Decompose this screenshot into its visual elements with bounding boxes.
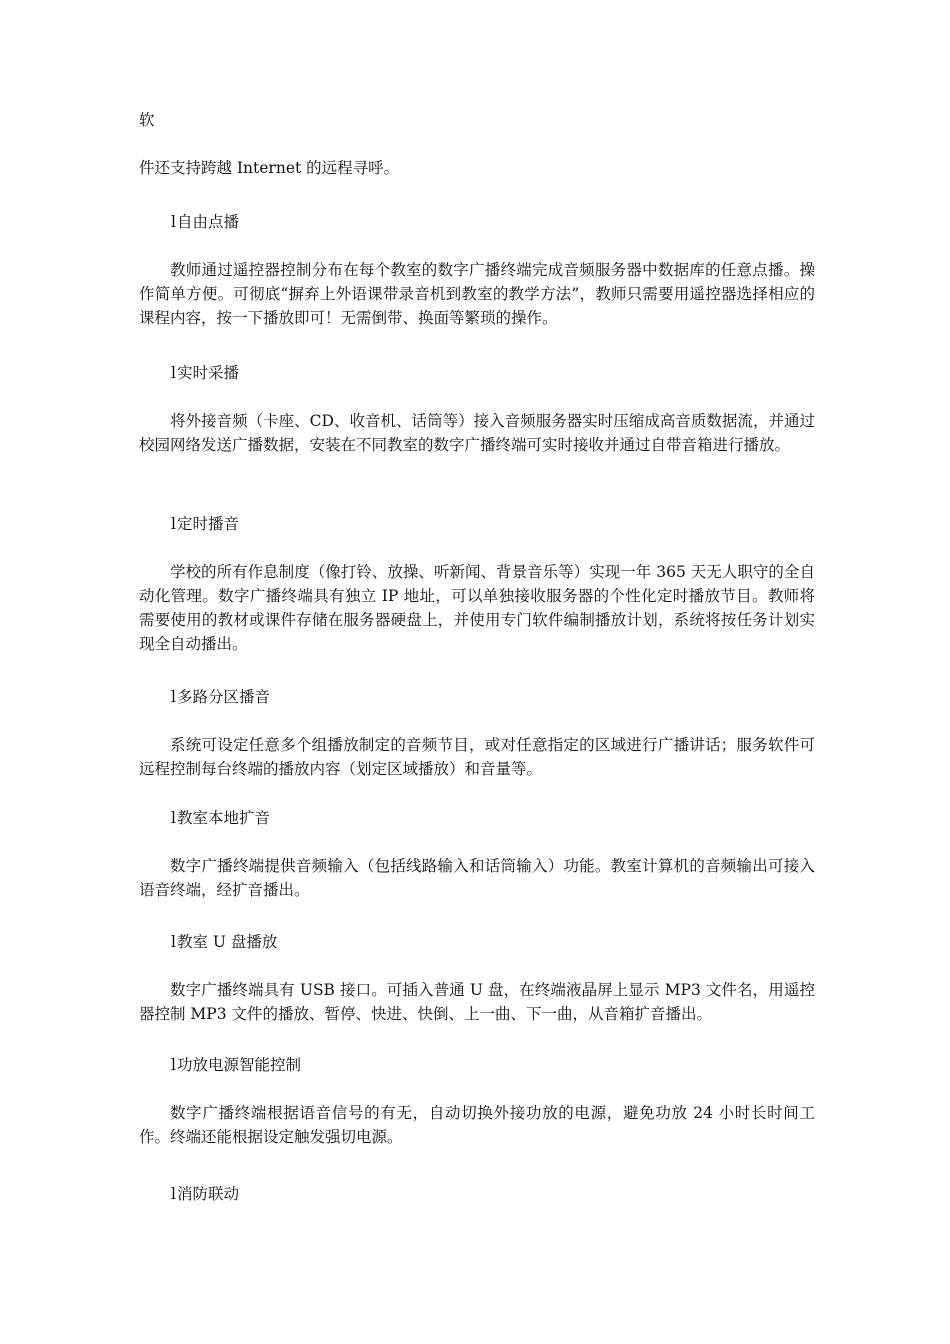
section-heading-text: 功放电源智能控制 (176, 1056, 301, 1074)
bullet-marker: l (171, 213, 176, 231)
section-body: 系统可设定任意多个组播放制定的音频节目，或对任意指定的区域进行广播讲话；服务软件可远程控制每台终端的播放内容（划定区域播放）和音量等。 (139, 736, 815, 778)
document-page (139, 0, 815, 1344)
section-heading-text: 自由点播 (176, 213, 239, 231)
section-heading (171, 685, 270, 709)
section-heading-text: 定时播音 (176, 515, 239, 533)
section-body: 将外接音频（卡座、CD、收音机、话筒等）接入音频服务器实时压缩成高音质数据流，并通过校园网络发送广播数据，安装在不同教室的数字广播终端可实时接收并通过自带音箱进行播放。 (139, 412, 815, 454)
section-heading (171, 930, 277, 954)
section-heading-text: 多路分区播音 (176, 688, 270, 706)
text-line: 软 (139, 111, 155, 129)
bullet-marker: l (171, 1185, 176, 1203)
section-heading-text: 实时采播 (176, 364, 239, 382)
section-body: 数字广播终端根据语音信号的有无，自动切换外接功放的电源，避免功放 24 小时长时间工作。终端还能根据设定触发强切电源。 (139, 1104, 815, 1146)
bullet-marker: l (171, 364, 176, 382)
section-body: 数字广播终端具有 USB 接口。可插入普通 U 盘，在终端液晶屏上显示 MP3 文件名，用遥控器控制 MP3 文件的播放、暂停、快进、快倒、上一曲、下一曲，从音箱扩音播出。 (139, 981, 815, 1023)
section-heading (171, 806, 270, 830)
section-heading (171, 210, 239, 234)
section-body: 教师通过遥控器控制分布在每个教室的数字广播终端完成音频服务器中数据库的任意点播。操作简单方便。可彻底“摒弃上外语课带录音机到教室的教学方法”，教师只需要用遥控器选择相应的课程内容，按一下播放即可！无需倒带、换面等繁琐的操作。 (139, 261, 815, 327)
section-heading-text: 教室 U 盘播放 (176, 933, 278, 951)
bullet-marker: l (171, 809, 176, 827)
section-heading (171, 1182, 239, 1206)
bullet-marker: l (171, 933, 176, 951)
text-line: 件还支持跨越 Internet 的远程寻呼。 (139, 159, 400, 177)
bullet-marker: l (171, 1056, 176, 1074)
bullet-marker: l (171, 688, 176, 706)
section-heading-text: 教室本地扩音 (176, 809, 270, 827)
section-heading (171, 512, 239, 536)
section-body: 数字广播终端提供音频输入（包括线路输入和话筒输入）功能。教室计算机的音频输出可接入语音终端，经扩音播出。 (139, 857, 815, 899)
section-heading-text: 消防联动 (176, 1185, 239, 1203)
section-body: 学校的所有作息制度（像打铃、放操、听新闻、背景音乐等）实现一年 365 天无人职守的全自动化管理。数字广播终端具有独立 IP 地址，可以单独接收服务器的个性化定时播放节目。教师将需要使用的教材或课件存储在服务器硬盘上，并使用专门软件编制播放计划，系统将按任务计划实现全自动播出。 (139, 563, 815, 653)
section-heading (171, 361, 239, 385)
section-heading (171, 1053, 301, 1077)
bullet-marker: l (171, 515, 176, 533)
